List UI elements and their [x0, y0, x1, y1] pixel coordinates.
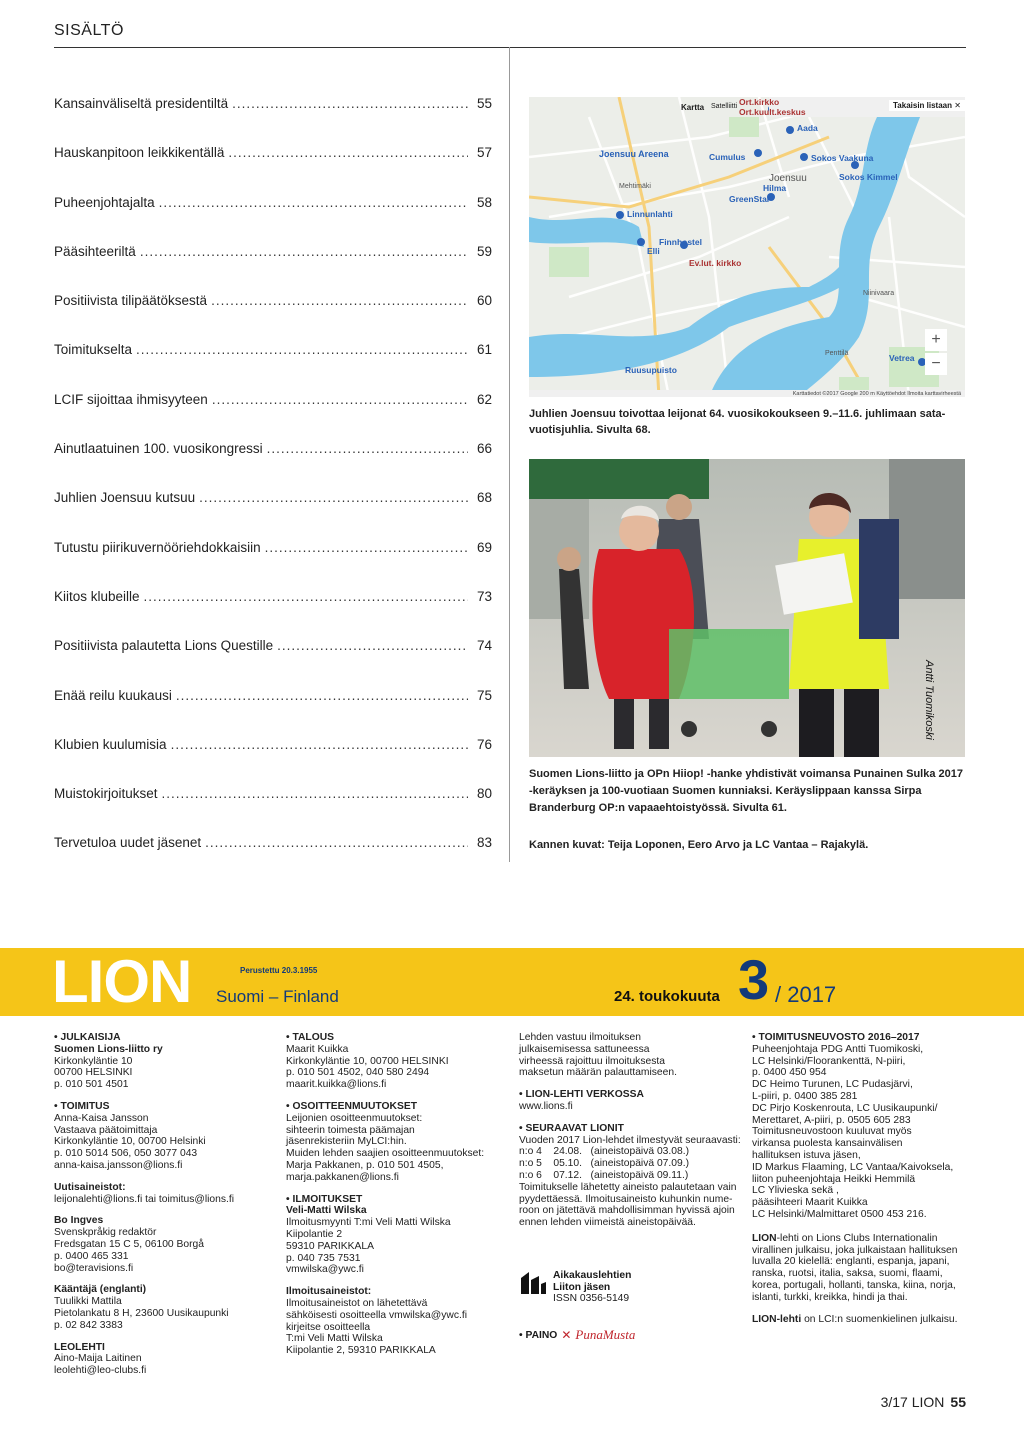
publisher-name: Suomen Lions-liitto ry [54, 1043, 163, 1055]
swedish-editor-details [54, 1227, 266, 1274]
toc-entry[interactable] [54, 244, 492, 293]
toc-leader-dots [176, 688, 468, 703]
toc-entry[interactable] [54, 589, 492, 638]
news-material-email[interactable]: leijonalehti@lions.fi tai toimitus@lions.fi [54, 1193, 235, 1205]
news-material-heading: Uutisaineistot: [54, 1181, 126, 1193]
online-heading: • LION-LEHTI VERKOSSA [519, 1089, 644, 1101]
toc-entry-title: Positiivista palautetta Lions Questille [54, 638, 274, 654]
toc-leader-dots [265, 540, 468, 555]
ad-material-heading: Ilmoitusaineistot: [286, 1286, 372, 1298]
toc-entry-title: Klubien kuulumisia [54, 736, 167, 752]
text-line: pyydettäessä. Ilmoitusaineisto kuhunkin nume- [519, 1193, 733, 1205]
toc-entry-page: 66 [476, 441, 492, 457]
map-label-linnunlahti: Linnunlahti [627, 209, 673, 219]
map-label-elli: Elli [647, 246, 660, 256]
text-line: Muiden lehden saajien osoitteenmuutokset: [286, 1148, 485, 1160]
translator-details [54, 1296, 266, 1331]
map-tab-map[interactable]: Kartta [681, 103, 705, 112]
text-line: p. 040 735 7531 [286, 1252, 361, 1264]
toc-entry-page: 57 [476, 145, 492, 161]
text-line: T:mi Veli Matti Wilska [286, 1333, 383, 1345]
toc-entry-page: 75 [476, 687, 492, 703]
map-label-greenstar: GreenStar [729, 194, 771, 204]
text-line: Ilmoitusaineistot on lähetettävä [286, 1297, 428, 1309]
text-line: p. 010 5014 506, 050 3077 043 [54, 1148, 198, 1160]
leolehti-heading: LEOLEHTI [54, 1341, 105, 1353]
toc-entry[interactable] [54, 490, 492, 539]
text-line: Puheenjohtaja PDG Antti Tuomikoski, [752, 1043, 924, 1055]
joensuu-map[interactable] [529, 97, 965, 397]
text-line: marja.pakkanen@lions.fi [286, 1171, 399, 1183]
toc-entry-page: 68 [476, 490, 492, 506]
toc-entry-title: Positiivista tilipäätöksestä [54, 293, 208, 309]
text-line: DC Pirjo Koskenrouta, LC Uusikaupunki/ [752, 1102, 938, 1114]
swedish-editor-heading: Bo Ingves [54, 1215, 104, 1227]
toc-leader-dots [267, 441, 468, 456]
back-to-list-button[interactable]: Takaisin listaan ✕ [889, 100, 965, 111]
magazine-association-name: Aikakauslehtien [553, 1270, 632, 1281]
text-line: n:o 5 05.10. (aineistopäivä 07.09.) [519, 1158, 690, 1170]
ad-material-details [286, 1298, 498, 1357]
text-line: Maarit Kuikka [286, 1043, 349, 1055]
magazine-association-member: Liiton jäsen [553, 1281, 611, 1293]
text-line: Toimitukselle lähetetty aineisto palautetaan vain [519, 1181, 737, 1193]
address-change-details [286, 1113, 498, 1184]
next-issues-intro: Vuoden 2017 Lion-lehdet ilmestyvät seuraavasti: [519, 1134, 741, 1146]
text-line: Ilmoitusmyynti T:mi Veli Matti Wilska [286, 1217, 451, 1229]
text-line: maksetun määrän palauttamiseen. [519, 1067, 677, 1079]
text-line: Pietolankatu 8 H, 23600 Uusikaupunki [54, 1307, 229, 1319]
text-line: Leijonien osoitteenmuutokset: [286, 1112, 423, 1124]
toc-entry-title: Kiitos klubeille [54, 588, 140, 604]
text-line: liiton puheenjohtaja Heikki Hemmilä [752, 1173, 916, 1185]
toc-entry-page: 73 [476, 588, 492, 604]
toc-entry[interactable] [54, 96, 492, 145]
colophon-column-4 [752, 1032, 966, 1335]
toc-leader-dots [171, 737, 468, 752]
text-line: sähköisesti osoitteella vmwilska@ywc.fi [286, 1309, 467, 1321]
international-note-lion: LION [752, 1232, 777, 1244]
toc-entry-page: 80 [476, 786, 492, 802]
colophon-column-3 [519, 1032, 741, 1239]
map-label-vaakuna: Sokos Vaakuna [811, 153, 874, 163]
map-label-finnhostel: Finnhostel [659, 237, 702, 247]
toc-leader-dots [205, 835, 468, 850]
map-label-penttila: Penttilä [825, 350, 849, 357]
toc-leader-dots [162, 786, 468, 801]
magazine-association-logo-icon [519, 1270, 547, 1296]
map-label-kimmel: Sokos Kimmel [839, 172, 898, 182]
close-icon: ✕ [954, 101, 961, 110]
map-attribution: Karttatiedot ©2017 Google 200 m Käyttöehdot Ilmoita karttavirheestä [792, 391, 961, 397]
toc-entry[interactable] [54, 737, 492, 786]
text-line: Svenskpråkig redaktör [54, 1227, 157, 1239]
map-label-ortkuult: Ort.kuult.keskus [739, 107, 806, 117]
toc-entry-title: Muistokirjoitukset [54, 786, 158, 802]
map-label-niinivaara: Niinivaara [863, 290, 895, 297]
text-line: pääsihteeri Maarit Kuikka [752, 1197, 868, 1209]
toc-entry-page: 69 [476, 539, 492, 555]
text-line: Toimitusneuvostoon kuuluvat myös [752, 1126, 912, 1138]
toc-entry-title: Toimitukselta [54, 342, 133, 358]
finnish-note-text: on LCI:n suomenkielinen julkaisu. [801, 1313, 958, 1325]
toc-leader-dots [136, 342, 468, 357]
toc-entry-title: LCIF sijoittaa ihmisyyteen [54, 391, 208, 407]
publisher-heading: • JULKAISIJA [54, 1032, 121, 1043]
section-title: SISÄLTÖ [54, 22, 124, 39]
photo-caption: Suomen Lions-liitto ja OPn Hiiop! -hanke yhdistivät voimansa Punainen Sulka 2017 -keräyksen ja 100-vuotiaan Suomen kunniaksi. Keräyslippaan kanssa Sirpa Branderburg OP:n vapaaehtoistyössä. Sivulta 61. [529, 768, 963, 814]
toc-leader-dots [159, 195, 468, 210]
photo-graphic [529, 459, 965, 757]
toc-entry-title: Tervetuloa uudet jäsenet [54, 835, 202, 851]
editorial-board-details [752, 1044, 966, 1221]
toc-entry-page: 83 [476, 835, 492, 851]
toc-leader-dots [228, 145, 468, 160]
text-line: julkaisemisessa sattuneessa [519, 1043, 650, 1055]
map-label-ortkirkko: Ort.kirkko [739, 97, 780, 107]
toc-leader-dots [212, 392, 468, 407]
toc-entry-page: 74 [476, 638, 492, 654]
text-line: n:o 6 07.12. (aineistopäivä 09.11.) [519, 1169, 689, 1181]
toc-entry-page: 59 [476, 243, 492, 259]
text-line: p. 010 501 4501 [54, 1079, 129, 1091]
text-line: Fredsgatan 15 C 5, 06100 Borgå [54, 1238, 204, 1250]
toc-entry-page: 58 [476, 194, 492, 210]
toc-leader-dots [232, 96, 468, 111]
map-graphic [529, 97, 965, 397]
text-line: 59310 PARIKKALA [286, 1240, 374, 1252]
ads-heading: • ILMOITUKSET [286, 1193, 363, 1205]
international-note-text: -lehti on Lions Clubs Internationalin virallinen julkaisu, joka julkaistaan hallituksen luvalla 20 kielellä: englanti, espanja, japani, ranska, ruotsi, italia, saksa, suomi, flaami, korea, portugali, hollanti, tanska, kiina, norja, islanti, turkki, kreikka, hindi ja thai. [752, 1232, 958, 1303]
map-label-mehtimaki: Mehtimäki [619, 183, 651, 190]
map-label-joensuu: Joensuu [769, 173, 807, 184]
zoom-in-button[interactable]: + [925, 329, 947, 351]
text-line: Merettaret, A-piiri, p. 0505 605 283 [752, 1114, 911, 1126]
zoom-out-button[interactable]: − [925, 353, 947, 375]
toc-entry[interactable] [54, 638, 492, 687]
finnish-note [752, 1314, 966, 1326]
publisher-details [54, 1056, 266, 1091]
next-issues-note [519, 1181, 737, 1229]
toc-leader-dots [144, 589, 468, 604]
issue-date: 24. toukokuuta [614, 988, 720, 1005]
map-caption: Juhlien Joensuu toivottaa leijonat 64. vuosikokoukseen 9.–11.6. juhlimaan sata-vuotisjuhlia. Sivulta 68. [529, 408, 946, 436]
finance-details [286, 1044, 498, 1091]
finance-heading: • TALOUS [286, 1032, 335, 1043]
toc-entry[interactable] [54, 540, 492, 589]
next-issues-schedule [519, 1146, 733, 1181]
toc-entry[interactable] [54, 145, 492, 194]
translator-heading: Kääntäjä (englanti) [54, 1284, 147, 1296]
toc-leader-dots [277, 638, 468, 653]
printer [519, 1327, 635, 1343]
text-line: vmwilska@ywc.fi [286, 1264, 364, 1276]
text-line: 00700 HELSINKI [54, 1067, 133, 1079]
toc-entry[interactable] [54, 441, 492, 490]
ads-details [286, 1217, 498, 1276]
text-line: bo@teravisions.fi [54, 1262, 134, 1274]
finnish-note-lion: LION-lehti [752, 1313, 802, 1325]
text-line: sihteerin toimesta päämajan [286, 1124, 415, 1136]
map-label-evlut: Ev.lut. kirkko [689, 258, 742, 268]
text-line: p. 0400 465 331 [54, 1250, 129, 1262]
toc-entry-title: Pääsihteeriltä [54, 243, 136, 259]
toc-entry[interactable] [54, 342, 492, 391]
toc-entry[interactable] [54, 688, 492, 737]
map-label-vetrea: Vetrea [889, 353, 915, 363]
address-change-heading: • OSOITTEENMUUTOKSET [286, 1100, 417, 1112]
text-line: p. 010 501 4502, 040 580 2494 [286, 1067, 430, 1079]
colophon-column-1 [54, 1032, 266, 1387]
text-line: ennen lehden viimeistä aineistopäivää. [519, 1217, 696, 1229]
toc-entry[interactable] [54, 835, 492, 884]
map-label-areena: Joensuu Areena [599, 149, 669, 159]
text-line: maarit.kuikka@lions.fi [286, 1079, 387, 1091]
text-line: Lehden vastuu ilmoituksen [519, 1032, 641, 1043]
map-label-cumulus: Cumulus [709, 152, 746, 162]
toc-entry-page: 62 [476, 391, 492, 407]
text-line: virheessä rajoittuu ilmoituksesta [519, 1055, 665, 1067]
editorial-heading: • TOIMITUS [54, 1100, 110, 1112]
toc-entry-title: Tutustu piirikuvernööriehdokkaisiin [54, 539, 261, 555]
text-line: jäsenrekisteriin MyLCI:hin. [286, 1136, 407, 1148]
toc-entry-page: 60 [476, 293, 492, 309]
printer-brand: PunaMusta [575, 1327, 636, 1342]
toc-entry[interactable] [54, 293, 492, 342]
text-line: n:o 4 24.08. (aineistopäivä 03.08.) [519, 1146, 690, 1158]
founded-date: Perustettu 20.3.1955 [240, 966, 318, 975]
magazine-association [519, 1270, 631, 1305]
toc-leader-dots [199, 490, 468, 505]
text-line: LC Helsinki/Floorankenttä, N-piiri, [752, 1055, 906, 1067]
editorial-board-heading: • TOIMITUSNEUVOSTO 2016–2017 [752, 1032, 920, 1043]
printer-label: • PAINO [519, 1329, 558, 1341]
country-label: Suomi – Finland [216, 987, 339, 1006]
text-line: Kiipolantie 2, 59310 PARIKKALA [286, 1345, 436, 1357]
text-line: ID Markus Flaaming, LC Vantaa/Kaivoksela, [752, 1161, 954, 1173]
text-line: LC Helsinki/Malmittaret 0500 453 216. [752, 1208, 927, 1220]
text-line: leolehti@leo-clubs.fi [54, 1365, 147, 1377]
text-line: Kirkonkyläntie 10, 00700 HELSINKI [286, 1055, 449, 1067]
colophon-column-2 [286, 1032, 498, 1367]
toc-entry[interactable] [54, 195, 492, 244]
text-line: Anna-Kaisa Jansson [54, 1112, 149, 1124]
text-line: Tuulikki Mattila [54, 1296, 122, 1308]
text-line: L-piiri, p. 0400 385 281 [752, 1090, 858, 1102]
leolehti-details [54, 1353, 266, 1377]
map-tab-satellite[interactable]: Satelliitti [711, 103, 738, 110]
toc-entry[interactable] [54, 392, 492, 441]
liability-note [519, 1032, 733, 1079]
ads-contact-name: Veli-Matti Wilska [286, 1205, 367, 1217]
toc-entry-page: 55 [476, 96, 492, 111]
lion-logo: LION [52, 948, 192, 1015]
page-number: 55 [950, 1394, 966, 1410]
text-line: kirjeitse osoitteella [286, 1321, 371, 1333]
text-line: Vastaava päätoimittaja [54, 1124, 158, 1136]
toc-entry-title: Enää reilu kuukausi [54, 687, 172, 703]
text-line: roon on jätettävä mahdollisimman hyvissä ajoin [519, 1205, 735, 1217]
issn: ISSN 0356-5149 [553, 1293, 630, 1304]
toc-entry-title: Hauskanpitoon leikkikentällä [54, 145, 225, 161]
international-note [752, 1233, 966, 1304]
next-issues-heading: • SEURAAVAT LIONIT [519, 1122, 624, 1134]
toc-entry-page: 61 [476, 342, 492, 358]
footer-issue: 3/17 LION [880, 1394, 945, 1410]
map-label-ruusupuisto: Ruusupuisto [625, 365, 677, 375]
header-rule [54, 47, 966, 48]
toc-entry-title: Juhlien Joensuu kutsuu [54, 490, 196, 506]
issue-number: 3 [738, 948, 770, 1011]
text-line: DC Heimo Turunen, LC Pudasjärvi, [752, 1079, 913, 1091]
column-rule [509, 47, 510, 862]
text-line: anna-kaisa.jansson@lions.fi [54, 1159, 183, 1171]
photo-credit: Antti Tuomikoski [923, 660, 935, 740]
text-line: LC Ylivieska sekä , [752, 1185, 839, 1197]
fundraising-photo [529, 459, 965, 757]
online-link[interactable]: www.lions.fi [519, 1100, 573, 1112]
text-line: virkansa puolesta kansainvälisen [752, 1138, 903, 1150]
text-line: Marja Pakkanen, p. 010 501 4505, [286, 1159, 444, 1171]
toc-entry[interactable] [54, 786, 492, 835]
toc-entry-title: Ainutlaatuinen 100. vuosikongressi [54, 441, 263, 457]
toc-leader-dots [140, 244, 468, 259]
text-line: p. 0400 450 954 [752, 1067, 827, 1079]
editorial-details [54, 1113, 266, 1172]
text-line: Kirkonkyläntie 10 [54, 1055, 133, 1067]
toc-entry-title: Puheenjohtajalta [54, 194, 155, 210]
map-label-aada: Aada [797, 123, 818, 133]
issue-year: / 2017 [775, 982, 837, 1007]
cover-credit: Kannen kuvat: Teija Loponen, Eero Arvo ja LC Vantaa – Rajakylä. [529, 839, 869, 851]
page-footer [881, 1394, 966, 1410]
text-line: Kiipolantie 2 [286, 1228, 343, 1240]
text-line: hallituksen istuva jäsen, [752, 1149, 861, 1161]
text-line: p. 02 842 3383 [54, 1319, 123, 1331]
text-line: Aino-Maija Laitinen [54, 1353, 142, 1365]
text-line: Kirkonkyläntie 10, 00700 Helsinki [54, 1136, 206, 1148]
toc-entry-page: 76 [476, 736, 492, 752]
toc-entry-title: Kansainväliseltä presidentiltä [54, 96, 229, 111]
map-label-hilma: Hilma [763, 183, 787, 193]
toc-leader-dots [211, 293, 468, 308]
table-of-contents [54, 96, 492, 885]
punamusta-logo-icon: ✕ [561, 1328, 572, 1342]
